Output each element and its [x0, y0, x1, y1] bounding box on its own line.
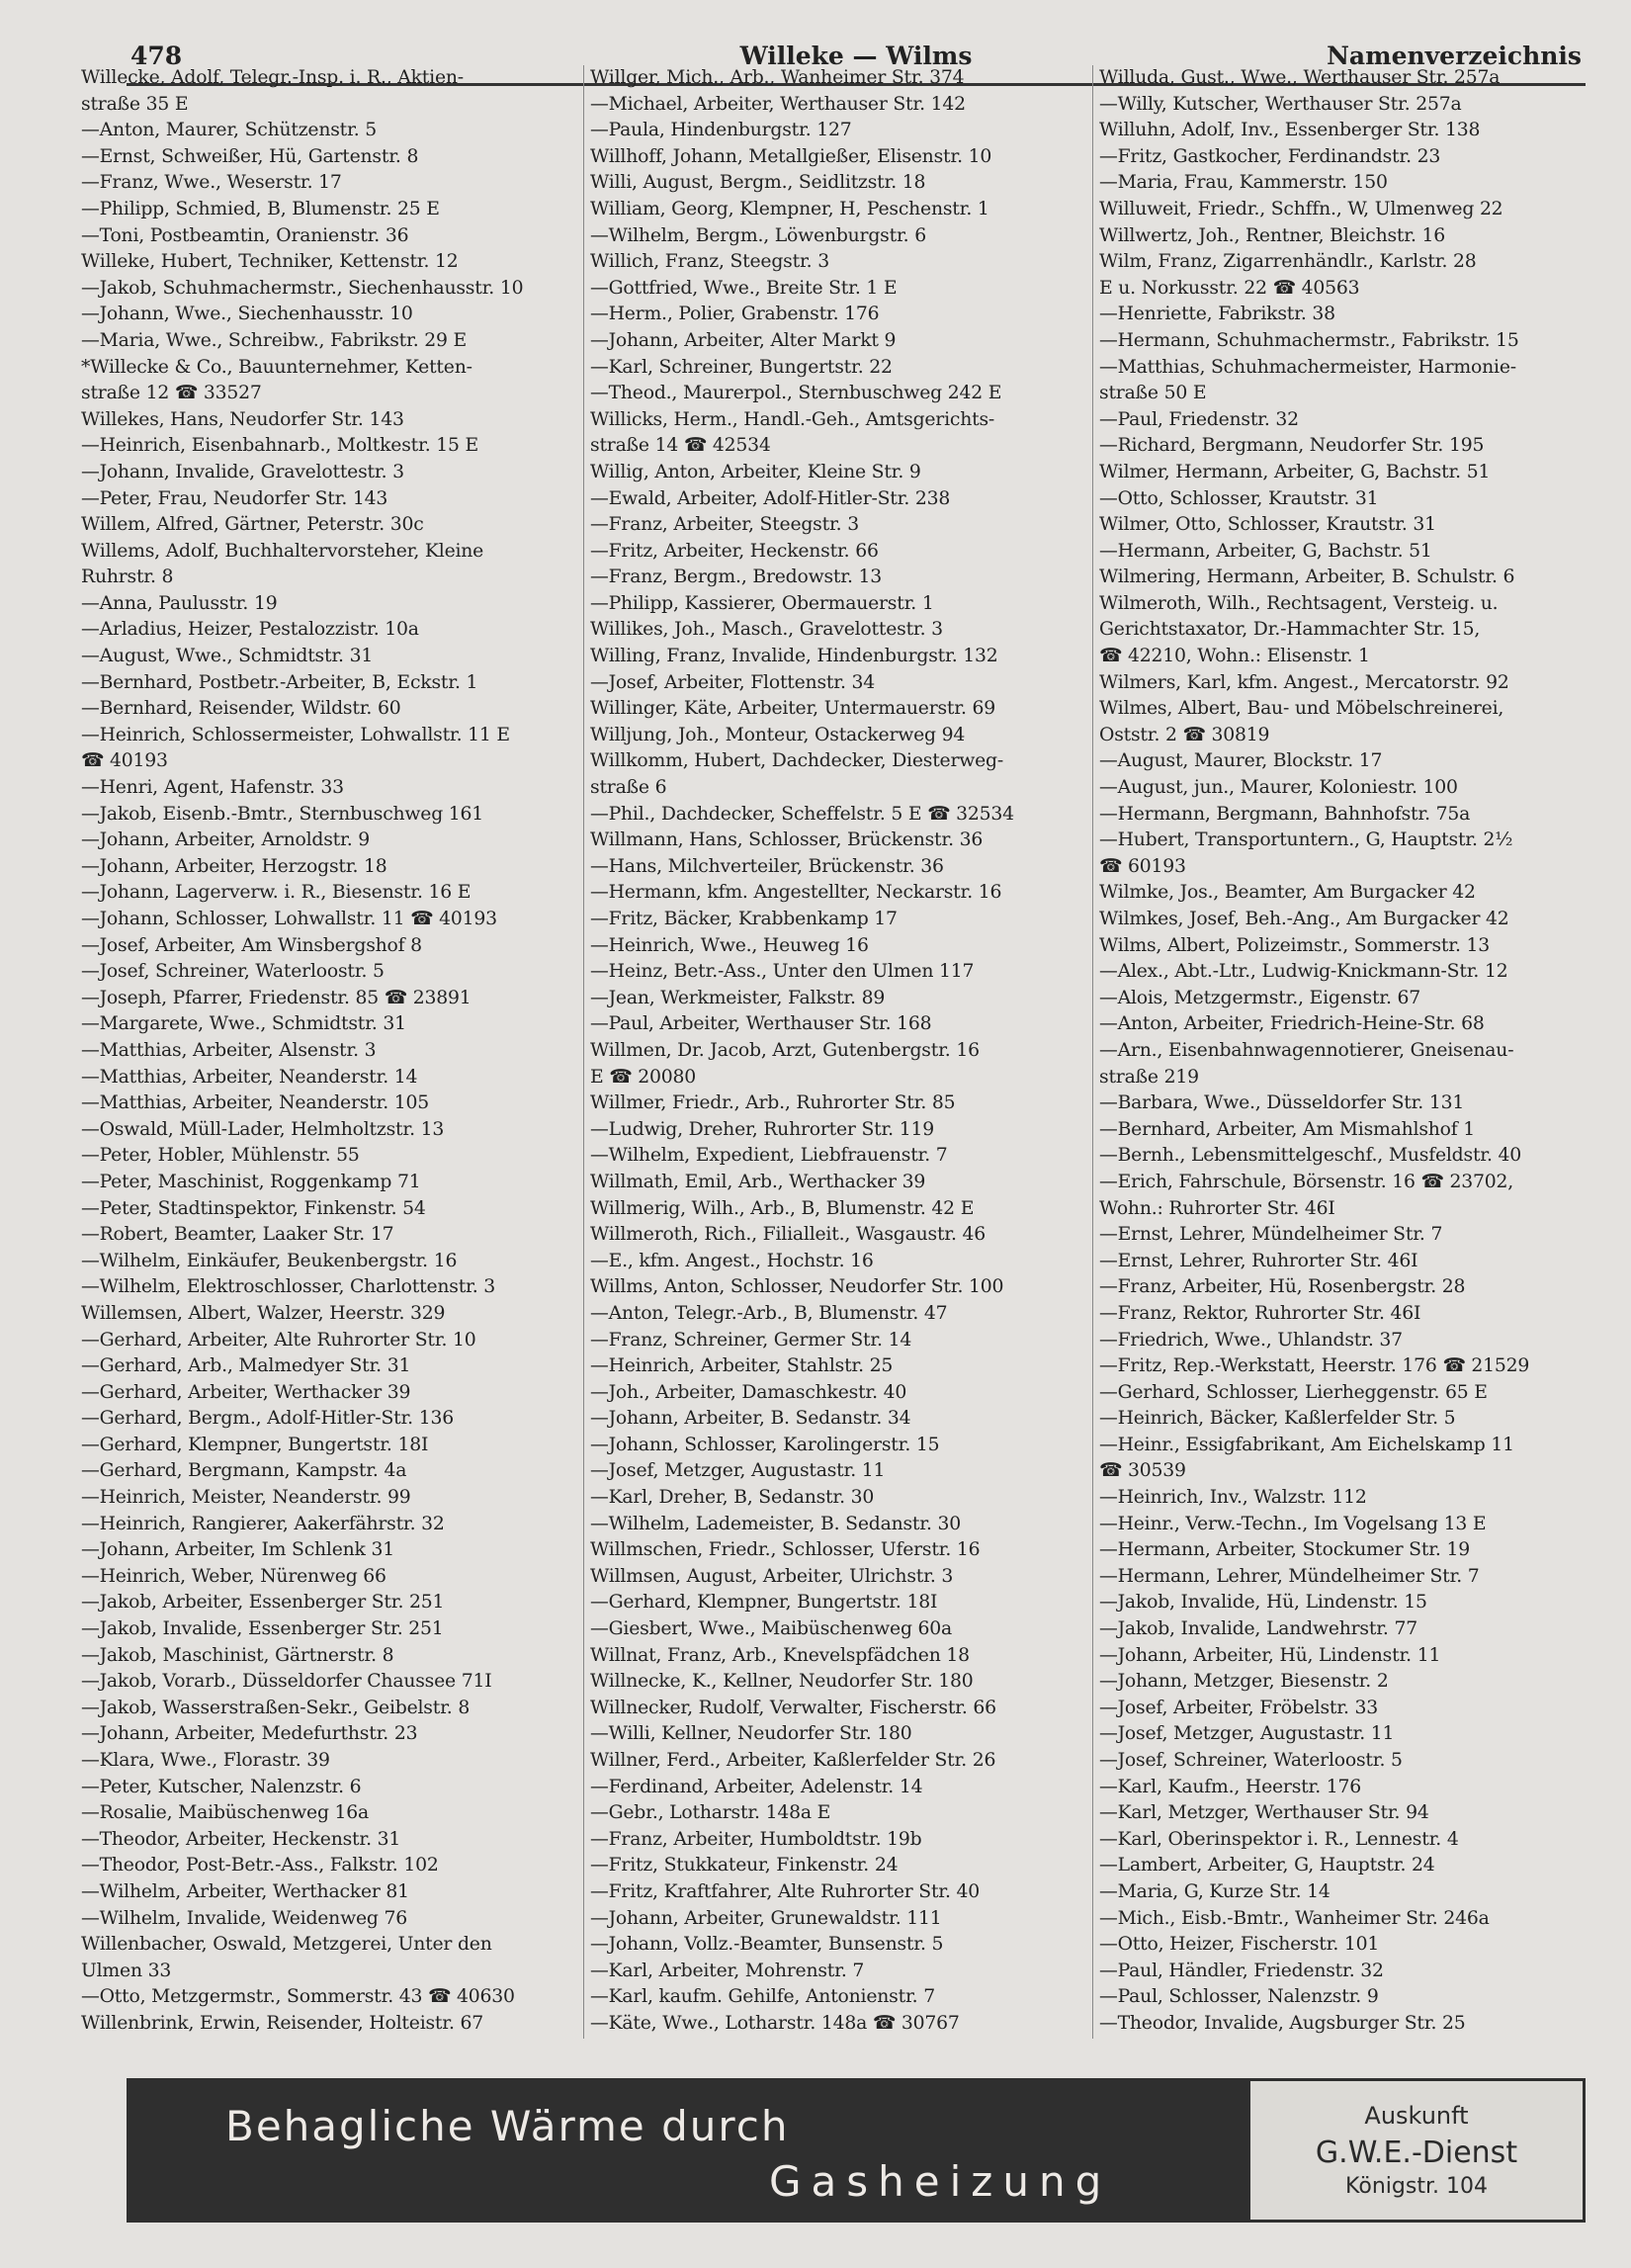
- directory-entry: Willmerig, Wilh., Arb., B, Blumenstr. 42 E: [590, 1197, 975, 1219]
- directory-entry: —Jakob, Vorarb., Düsseldorfer Chaussee 71I: [81, 1671, 492, 1693]
- directory-entry: Willinger, Käte, Arbeiter, Untermauerstr. 69: [590, 698, 996, 720]
- directory-entry: —Johann, Metzger, Biesenstr. 2: [1099, 1671, 1389, 1693]
- directory-entry: —Barbara, Wwe., Düsseldorfer Str. 131: [1099, 1092, 1465, 1114]
- ad-headline: Behagliche Wärme durch: [225, 2102, 790, 2150]
- directory-entry: Wilmeroth, Wilh., Rechtsagent, Versteig. u.: [1099, 592, 1499, 614]
- directory-entry: —Fritz, Bäcker, Krabbenkamp 17: [590, 909, 898, 929]
- directory-entry: Willnecke, K., Kellner, Neudorfer Str. 180: [590, 1671, 974, 1693]
- directory-entry: Willhoff, Johann, Metallgießer, Elisenstr. 10: [590, 145, 992, 167]
- directory-entry: —Peter, Maschinist, Roggenkamp 71: [81, 1171, 421, 1192]
- directory-entry: *Willecke & Co., Bauunternehmer, Ketten-: [81, 356, 472, 378]
- directory-entry: —Klara, Wwe., Florastr. 39: [81, 1750, 330, 1771]
- directory-entry: Wilmers, Karl, kfm. Angest., Mercatorstr. 92: [1099, 671, 1509, 693]
- directory-entry: —Heinr., Verw.-Techn., Im Vogelsang 13 E: [1099, 1513, 1487, 1534]
- directory-entry: —Karl, Metzger, Werthauser Str. 94: [1099, 1802, 1429, 1824]
- directory-entry: Willmschen, Friedr., Schlosser, Uferstr. 16: [590, 1539, 981, 1561]
- directory-entry: ☎ 40193: [81, 750, 168, 772]
- directory-entry: straße 6: [590, 777, 667, 799]
- directory-entry: —Herm., Polier, Grabenstr. 176: [590, 304, 880, 325]
- directory-entry: Willger, Mich., Arb., Wanheimer Str. 374: [590, 67, 965, 88]
- directory-entry: —Ewald, Arbeiter, Adolf-Hitler-Str. 238: [590, 487, 951, 509]
- directory-entry: —Hermann, Bergmann, Bahnhofstr. 75a: [1099, 803, 1471, 825]
- directory-entry: —Paul, Friedenstr. 32: [1099, 408, 1299, 430]
- directory-entry: Willmen, Dr. Jacob, Arzt, Gutenbergstr. 16: [590, 1039, 980, 1061]
- directory-entry: —Henriette, Fabrikstr. 38: [1099, 304, 1335, 325]
- directory-entry: —Toni, Postbeamtin, Oranienstr. 36: [81, 224, 409, 246]
- directory-entry: —Otto, Heizer, Fischerstr. 101: [1099, 1934, 1380, 1956]
- directory-entry: straße 14 ☎ 42534: [590, 435, 771, 457]
- directory-entry: Willuda, Gust., Wwe., Werthauser Str. 257a: [1099, 67, 1501, 88]
- directory-entry: —Robert, Beamter, Laaker Str. 17: [81, 1224, 394, 1246]
- directory-entry: —Richard, Bergmann, Neudorfer Str. 195: [1099, 435, 1485, 457]
- directory-entry: —Mich., Eisb.-Bmtr., Wanheimer Str. 246a: [1099, 1907, 1490, 1929]
- directory-entry: —Jakob, Invalide, Hü, Lindenstr. 15: [1099, 1592, 1427, 1614]
- directory-entry: Willkomm, Hubert, Dachdecker, Diesterweg-: [590, 750, 1004, 772]
- directory-entry: —Willi, Kellner, Neudorfer Str. 180: [590, 1723, 912, 1745]
- directory-entry: —Bernhard, Arbeiter, Am Mismahlshof 1: [1099, 1118, 1476, 1140]
- directory-entry: Willikes, Joh., Masch., Gravelottestr. 3: [590, 619, 943, 641]
- directory-entry: —Fritz, Rep.-Werkstatt, Heerstr. 176 ☎ 21529: [1099, 1355, 1530, 1377]
- directory-entry: —Johann, Arbeiter, Im Schlenk 31: [81, 1539, 394, 1561]
- directory-entry: ☎ 42210, Wohn.: Elisenstr. 1: [1099, 646, 1370, 667]
- directory-entry: —Gerhard, Bergmann, Kampstr. 4a: [81, 1460, 407, 1482]
- running-title: Willeke — Wilms: [739, 42, 973, 70]
- directory-entry: —Franz, Bergm., Bredowstr. 13: [590, 567, 882, 588]
- directory-entry: —Karl, Dreher, B, Sedanstr. 30: [590, 1487, 875, 1509]
- directory-entry: Willemsen, Albert, Walzer, Heerstr. 329: [81, 1302, 446, 1324]
- directory-entry: —August, Wwe., Schmidtstr. 31: [81, 646, 374, 667]
- directory-entry: —Gerhard, Arb., Malmedyer Str. 31: [81, 1355, 411, 1377]
- directory-entry: —August, Maurer, Blockstr. 17: [1099, 750, 1383, 772]
- directory-entry: —Michael, Arbeiter, Werthauser Str. 142: [590, 93, 966, 115]
- directory-entry: —Theodor, Post-Betr.-Ass., Falkstr. 102: [81, 1855, 439, 1876]
- directory-entry: Willi, August, Bergm., Seidlitzstr. 18: [590, 172, 926, 194]
- directory-entry: —Josef, Metzger, Augustastr. 11: [1099, 1723, 1395, 1745]
- directory-entry: —Theodor, Arbeiter, Heckenstr. 31: [81, 1828, 401, 1850]
- directory-entry: —Phil., Dachdecker, Scheffelstr. 5 E ☎ 32534: [590, 803, 1014, 825]
- directory-entry: Wilmes, Albert, Bau- und Möbelschreinerei,: [1099, 698, 1504, 720]
- directory-entry: [81, 2038, 573, 2039]
- directory-entry: Wilmer, Hermann, Arbeiter, G, Bachstr. 51: [1099, 461, 1491, 482]
- directory-entry: Ruhrstr. 8: [81, 567, 174, 588]
- directory-entry: Willmeroth, Rich., Filialleit., Wasgaustr. 46: [590, 1224, 987, 1246]
- directory-entry: —Johann, Schlosser, Karolingerstr. 15: [590, 1434, 940, 1455]
- directory-entry: —Hermann, Arbeiter, Stockumer Str. 19: [1099, 1539, 1470, 1561]
- directory-entry: Willems, Adolf, Buchhaltervorsteher, Kleine: [81, 540, 484, 562]
- ad-info-box: [1245, 2078, 1586, 2223]
- directory-entry: Willner, Ferd., Arbeiter, Kaßlerfelder Str. 26: [590, 1750, 996, 1771]
- directory-entry: —Johann, Arbeiter, B. Sedanstr. 34: [590, 1408, 911, 1430]
- directory-entry: Gerichtstaxator, Dr.-Hammachter Str. 15,: [1099, 619, 1481, 641]
- directory-entry: —Lambert, Arbeiter, G, Hauptstr. 24: [1099, 1855, 1435, 1876]
- directory-entry: —Theod., Maurerpol., Sternbuschweg 242 E: [590, 383, 1002, 404]
- directory-entry: Willnecker, Rudolf, Verwalter, Fischerstr. 66: [590, 1697, 996, 1718]
- directory-entry: —Joh., Arbeiter, Damaschkestr. 40: [590, 1381, 907, 1403]
- directory-entry: Willuhn, Adolf, Inv., Essenberger Str. 138: [1099, 120, 1481, 141]
- directory-entry: —Heinz, Betr.-Ass., Unter den Ulmen 117: [590, 961, 975, 983]
- directory-entry: —Maria, Wwe., Schreibw., Fabrikstr. 29 E: [81, 329, 468, 351]
- directory-entry: —Heinrich, Bäcker, Kaßlerfelder Str. 5: [1099, 1408, 1456, 1430]
- directory-entry: —Gottfried, Wwe., Breite Str. 1 E: [590, 277, 898, 299]
- directory-entry: —Franz, Wwe., Weserstr. 17: [81, 172, 342, 194]
- directory-entry: —Heinr., Essigfabrikant, Am Eichelskamp 11: [1099, 1434, 1514, 1455]
- directory-entry: Willmann, Hans, Schlosser, Brückenstr. 36: [590, 829, 984, 851]
- directory-entry: [1099, 2038, 1591, 2039]
- directory-entry: —Theodor, Invalide, Augsburger Str. 25: [1099, 2012, 1466, 2034]
- directory-entry: —Hermann, Arbeiter, G, Bachstr. 51: [1099, 540, 1432, 562]
- directory-entry: —Bernhard, Reisender, Wildstr. 60: [81, 698, 401, 720]
- directory-entry: —Josef, Schreiner, Waterloostr. 5: [81, 961, 385, 983]
- directory-entry: —August, jun., Maurer, Koloniestr. 100: [1099, 777, 1458, 799]
- directory-entry: Willenbrink, Erwin, Reisender, Holteistr. 67: [81, 2012, 484, 2034]
- directory-entry: Willmath, Emil, Arb., Werthacker 39: [590, 1171, 926, 1192]
- directory-entry: Wilm, Franz, Zigarrenhändlr., Karlstr. 28: [1099, 251, 1477, 273]
- directory-entry: William, Georg, Klempner, H, Peschenstr. 1: [590, 198, 989, 219]
- directory-entry: —Margarete, Wwe., Schmidtstr. 31: [81, 1013, 406, 1035]
- directory-entry: —Wilhelm, Einkäufer, Beukenbergstr. 16: [81, 1250, 458, 1271]
- directory-entry: —Jakob, Invalide, Essenberger Str. 251: [81, 1618, 444, 1640]
- directory-entry: —Karl, kaufm. Gehilfe, Antonienstr. 7: [590, 1986, 935, 2008]
- directory-entry: —Otto, Metzgermstr., Sommerstr. 43 ☎ 40630: [81, 1986, 515, 2008]
- directory-entry: —Franz, Rektor, Ruhrorter Str. 46I: [1099, 1302, 1421, 1324]
- directory-entry: Willing, Franz, Invalide, Hindenburgstr. 132: [590, 646, 998, 667]
- directory-entry: Willig, Anton, Arbeiter, Kleine Str. 9: [590, 461, 921, 482]
- directory-entry: —Gebr., Lotharstr. 148a E: [590, 1802, 831, 1824]
- directory-entry: —Paul, Händler, Friedenstr. 32: [1099, 1960, 1384, 1981]
- column-middle: [583, 65, 1082, 2039]
- directory-entry: —Joseph, Pfarrer, Friedenstr. 85 ☎ 23891: [81, 987, 472, 1008]
- directory-entry: —Matthias, Arbeiter, Neanderstr. 105: [81, 1092, 430, 1114]
- directory-entry: Ulmen 33: [81, 1960, 172, 1981]
- directory-entry: Willmer, Friedr., Arb., Ruhrorter Str. 85: [590, 1092, 956, 1114]
- directory-entry: —Willy, Kutscher, Werthauser Str. 257a: [1099, 93, 1462, 115]
- directory-entry: —Jakob, Schuhmachermstr., Siechenhausstr. 10: [81, 277, 524, 299]
- directory-entry: —Franz, Arbeiter, Humboldtstr. 19b: [590, 1828, 922, 1850]
- ad-info-label: Auskunft: [1364, 2102, 1469, 2130]
- directory-entry: —Hermann, Lehrer, Mündelheimer Str. 7: [1099, 1565, 1480, 1587]
- directory-entry: —Philipp, Kassierer, Obermauerstr. 1: [590, 592, 934, 614]
- directory-entry: —Johann, Arbeiter, Arnoldstr. 9: [81, 829, 371, 851]
- directory-entry: —Jakob, Maschinist, Gärtnerstr. 8: [81, 1644, 394, 1666]
- directory-entry: —Maria, G, Kurze Str. 14: [1099, 1880, 1331, 1902]
- directory-entry: —Josef, Arbeiter, Am Winsbergshof 8: [81, 934, 422, 956]
- directory-entry: —Jakob, Wasserstraßen-Sekr., Geibelstr. 8: [81, 1697, 471, 1718]
- directory-entry: straße 35 E: [81, 93, 189, 115]
- directory-entry: —Ferdinand, Arbeiter, Adelenstr. 14: [590, 1776, 923, 1797]
- directory-entry: —Johann, Arbeiter, Grunewaldstr. 111: [590, 1907, 942, 1929]
- ad-product: Gasheizung: [769, 2157, 1112, 2206]
- directory-entry: —Josef, Metzger, Augustastr. 11: [590, 1460, 886, 1482]
- directory-entry: —Philipp, Schmied, B, Blumenstr. 25 E: [81, 198, 440, 219]
- directory-entry: E u. Norkusstr. 22 ☎ 40563: [1099, 277, 1360, 299]
- directory-entry: Willuweit, Friedr., Schffn., W, Ulmenweg 22: [1099, 198, 1503, 219]
- directory-entry: —Peter, Frau, Neudorfer Str. 143: [81, 487, 388, 509]
- column-right: [1092, 65, 1591, 2039]
- ad-service-name: G.W.E.-Dienst: [1315, 2136, 1518, 2170]
- directory-entry: —Ernst, Schweißer, Hü, Gartenstr. 8: [81, 145, 419, 167]
- directory-entry: Wilmering, Hermann, Arbeiter, B. Schulstr. 6: [1099, 567, 1515, 588]
- directory-entry: Willem, Alfred, Gärtner, Peterstr. 30c: [81, 514, 424, 536]
- directory-entry: —Otto, Schlosser, Krautstr. 31: [1099, 487, 1379, 509]
- directory-entry: Willekes, Hans, Neudorfer Str. 143: [81, 408, 404, 430]
- directory-entry: —Gerhard, Arbeiter, Alte Ruhrorter Str. 10: [81, 1329, 476, 1351]
- directory-entry: —Ludwig, Dreher, Ruhrorter Str. 119: [590, 1118, 934, 1140]
- advertisement: [127, 2078, 1586, 2223]
- directory-entry: —Alex., Abt.-Ltr., Ludwig-Knickmann-Str. 12: [1099, 961, 1508, 983]
- directory-entry: Willicks, Herm., Handl.-Geh., Amtsgerichts-: [590, 408, 995, 430]
- directory-entry: —Franz, Arbeiter, Hü, Rosenbergstr. 28: [1099, 1276, 1466, 1298]
- directory-entry: —Wilhelm, Invalide, Weidenweg 76: [81, 1907, 407, 1929]
- directory-entry: —Karl, Kaufm., Heerstr. 176: [1099, 1776, 1362, 1797]
- directory-entry: —Ernst, Lehrer, Ruhrorter Str. 46I: [1099, 1250, 1418, 1271]
- directory-entry: —Franz, Schreiner, Germer Str. 14: [590, 1329, 912, 1351]
- directory-entry: Willmsen, August, Arbeiter, Ulrichstr. 3: [590, 1565, 954, 1587]
- directory-entry: E ☎ 20080: [590, 1066, 696, 1088]
- directory-entry: straße 50 E: [1099, 383, 1207, 404]
- directory-entry: —Heinrich, Weber, Nürenweg 66: [81, 1565, 386, 1587]
- directory-entry: —Matthias, Arbeiter, Alsenstr. 3: [81, 1039, 377, 1061]
- directory-entry: —Heinrich, Schlossermeister, Lohwallstr. 11 E: [81, 724, 510, 745]
- directory-entry: —E., kfm. Angest., Hochstr. 16: [590, 1250, 874, 1271]
- directory-entry: —Matthias, Arbeiter, Neanderstr. 14: [81, 1066, 418, 1088]
- directory-entry: —Gerhard, Schlosser, Lierheggenstr. 65 E: [1099, 1381, 1488, 1403]
- directory-entry: —Karl, Arbeiter, Mohrenstr. 7: [590, 1960, 865, 1981]
- directory-entry: [590, 2038, 1082, 2039]
- directory-entry: —Erich, Fahrschule, Börsenstr. 16 ☎ 23702,: [1099, 1171, 1513, 1192]
- directory-entry: —Rosalie, Maibüschenweg 16a: [81, 1802, 370, 1824]
- directory-entry: —Jean, Werkmeister, Falkstr. 89: [590, 987, 886, 1008]
- directory-entry: —Johann, Schlosser, Lohwallstr. 11 ☎ 40193: [81, 909, 497, 929]
- directory-entry: —Gerhard, Klempner, Bungertstr. 18I: [590, 1592, 938, 1614]
- directory-entry: —Josef, Schreiner, Waterloostr. 5: [1099, 1750, 1403, 1771]
- page-number: 478: [130, 42, 183, 70]
- directory-entry: —Anton, Maurer, Schützenstr. 5: [81, 120, 378, 141]
- directory-entry: —Käte, Wwe., Lotharstr. 148a ☎ 30767: [590, 2012, 960, 2034]
- directory-entry: —Wilhelm, Arbeiter, Werthacker 81: [81, 1880, 409, 1902]
- directory-entry: Wilms, Albert, Polizeimstr., Sommerstr. 13: [1099, 934, 1491, 956]
- directory-entry: —Peter, Stadtinspektor, Finkenstr. 54: [81, 1197, 426, 1219]
- section-title: Namenverzeichnis: [1327, 42, 1582, 70]
- directory-entry: —Henri, Agent, Hafenstr. 33: [81, 777, 344, 799]
- directory-entry: —Gerhard, Klempner, Bungertstr. 18I: [81, 1434, 429, 1455]
- directory-entry: —Paula, Hindenburgstr. 127: [590, 120, 852, 141]
- directory-entry: Willnat, Franz, Arb., Knevelspfädchen 18: [590, 1644, 970, 1666]
- directory-entry: Wohn.: Ruhrorter Str. 46I: [1099, 1197, 1335, 1219]
- directory-entry: —Johann, Arbeiter, Alter Markt 9: [590, 329, 897, 351]
- directory-entry: Wilmke, Jos., Beamter, Am Burgacker 42: [1099, 882, 1476, 904]
- directory-entry: —Oswald, Müll-Lader, Helmholtzstr. 13: [81, 1118, 445, 1140]
- directory-entry: —Jakob, Arbeiter, Essenberger Str. 251: [81, 1592, 445, 1614]
- directory-entry: —Karl, Schreiner, Bungertstr. 22: [590, 356, 893, 378]
- directory-entry: Oststr. 2 ☎ 30819: [1099, 724, 1270, 745]
- directory-entry: —Wilhelm, Elektroschlosser, Charlottenstr. 3: [81, 1276, 496, 1298]
- directory-entry: Willjung, Joh., Monteur, Ostackerweg 94: [590, 724, 966, 745]
- column-left: [81, 65, 573, 2039]
- directory-entry: —Wilhelm, Expedient, Liebfrauenstr. 7: [590, 1145, 948, 1167]
- directory-entry: —Gerhard, Bergm., Adolf-Hitler-Str. 136: [81, 1408, 454, 1430]
- directory-entry: —Giesbert, Wwe., Maibüschenweg 60a: [590, 1618, 953, 1640]
- ad-banner: [127, 2078, 1245, 2223]
- directory-entry: Willich, Franz, Steegstr. 3: [590, 251, 829, 273]
- directory-entry: —Arladius, Heizer, Pestalozzistr. 10a: [81, 619, 419, 641]
- directory-entry: —Peter, Hobler, Mühlenstr. 55: [81, 1145, 360, 1167]
- directory-entry: —Friedrich, Wwe., Uhlandstr. 37: [1099, 1329, 1403, 1351]
- directory-entry: —Hermann, Schuhmachermstr., Fabrikstr. 15: [1099, 329, 1519, 351]
- directory-entry: ☎ 60193: [1099, 855, 1186, 877]
- directory-entry: ☎ 30539: [1099, 1460, 1186, 1482]
- directory-entry: —Johann, Lagerverw. i. R., Biesenstr. 16 E: [81, 882, 472, 904]
- directory-entry: —Arn., Eisenbahnwagennotierer, Gneisenau-: [1099, 1039, 1514, 1061]
- directory-entry: —Johann, Vollz.-Beamter, Bunsenstr. 5: [590, 1934, 944, 1956]
- directory-entry: —Anton, Telegr.-Arb., B, Blumenstr. 47: [590, 1302, 948, 1324]
- directory-entry: Wilmer, Otto, Schlosser, Krautstr. 31: [1099, 514, 1436, 536]
- directory-entry: —Heinrich, Wwe., Heuweg 16: [590, 934, 869, 956]
- directory-entry: —Bernhard, Postbetr.-Arbeiter, B, Eckstr. 1: [81, 671, 478, 693]
- directory-entry: —Fritz, Gastkocher, Ferdinandstr. 23: [1099, 145, 1441, 167]
- directory-entry: —Heinrich, Arbeiter, Stahlstr. 25: [590, 1355, 894, 1377]
- directory-entry: —Hans, Milchverteiler, Brückenstr. 36: [590, 855, 944, 877]
- directory-entry: —Josef, Arbeiter, Fröbelstr. 33: [1099, 1697, 1378, 1718]
- directory-entry: —Alois, Metzgermstr., Eigenstr. 67: [1099, 987, 1421, 1008]
- directory-entry: —Johann, Arbeiter, Herzogstr. 18: [81, 855, 387, 877]
- directory-entry: Willms, Anton, Schlosser, Neudorfer Str. 100: [590, 1276, 1004, 1298]
- directory-entry: —Paul, Arbeiter, Werthauser Str. 168: [590, 1013, 932, 1035]
- directory-entry: Willecke, Adolf, Telegr.-Insp. i. R., Aktien-: [81, 67, 464, 88]
- directory-entry: —Johann, Arbeiter, Hü, Lindenstr. 11: [1099, 1644, 1441, 1666]
- directory-entry: —Johann, Invalide, Gravelottestr. 3: [81, 461, 404, 482]
- directory-entry: —Anton, Arbeiter, Friedrich-Heine-Str. 68: [1099, 1013, 1485, 1035]
- directory-entry: —Wilhelm, Bergm., Löwenburgstr. 6: [590, 224, 926, 246]
- directory-entry: —Fritz, Arbeiter, Heckenstr. 66: [590, 540, 879, 562]
- directory-entry: —Johann, Arbeiter, Medefurthstr. 23: [81, 1723, 418, 1745]
- directory-entry: Willwertz, Joh., Rentner, Bleichstr. 16: [1099, 224, 1446, 246]
- directory-entry: —Heinrich, Eisenbahnarb., Moltkestr. 15 E: [81, 435, 479, 457]
- directory-entry: —Paul, Schlosser, Nalenzstr. 9: [1099, 1986, 1379, 2008]
- directory-entry: —Gerhard, Arbeiter, Werthacker 39: [81, 1381, 411, 1403]
- ad-address: Königstr. 104: [1345, 2174, 1488, 2199]
- directory-entry: Willenbacher, Oswald, Metzgerei, Unter den: [81, 1934, 492, 1956]
- directory-entry: Wilmkes, Josef, Beh.-Ang., Am Burgacker 42: [1099, 909, 1509, 929]
- directory-entry: —Fritz, Stukkateur, Finkenstr. 24: [590, 1855, 899, 1876]
- directory-entry: —Jakob, Eisenb.-Bmtr., Sternbuschweg 161: [81, 803, 484, 825]
- directory-entry: —Karl, Oberinspektor i. R., Lennestr. 4: [1099, 1828, 1459, 1850]
- directory-entry: —Heinrich, Rangierer, Aakerfährstr. 32: [81, 1513, 445, 1534]
- directory-entry: —Franz, Arbeiter, Steegstr. 3: [590, 514, 859, 536]
- directory-entry: —Wilhelm, Lademeister, B. Sedanstr. 30: [590, 1513, 962, 1534]
- directory-entry: —Josef, Arbeiter, Flottenstr. 34: [590, 671, 875, 693]
- directory-entry: —Johann, Wwe., Siechenhausstr. 10: [81, 304, 413, 325]
- directory-entry: straße 219: [1099, 1066, 1199, 1088]
- directory-entry: —Peter, Kutscher, Nalenzstr. 6: [81, 1776, 362, 1797]
- directory-entry: straße 12 ☎ 33527: [81, 383, 262, 404]
- directory-entry: —Heinrich, Meister, Neanderstr. 99: [81, 1487, 411, 1509]
- directory-entry: —Hermann, kfm. Angestellter, Neckarstr. 16: [590, 882, 1002, 904]
- entry-columns: [81, 65, 1591, 2039]
- directory-entry: —Maria, Frau, Kammerstr. 150: [1099, 172, 1388, 194]
- directory-entry: —Jakob, Invalide, Landwehrstr. 77: [1099, 1618, 1417, 1640]
- directory-entry: —Hubert, Transportuntern., G, Hauptstr. 2½: [1099, 829, 1513, 851]
- directory-entry: —Heinrich, Inv., Walzstr. 112: [1099, 1487, 1367, 1509]
- directory-entry: —Anna, Paulusstr. 19: [81, 592, 278, 614]
- directory-entry: —Bernh., Lebensmittelgeschf., Musfeldstr. 40: [1099, 1145, 1522, 1167]
- directory-entry: —Fritz, Kraftfahrer, Alte Ruhrorter Str. 40: [590, 1880, 981, 1902]
- directory-entry: —Matthias, Schuhmachermeister, Harmonie-: [1099, 356, 1516, 378]
- directory-entry: —Ernst, Lehrer, Mündelheimer Str. 7: [1099, 1224, 1443, 1246]
- directory-entry: Willeke, Hubert, Techniker, Kettenstr. 12: [81, 251, 459, 273]
